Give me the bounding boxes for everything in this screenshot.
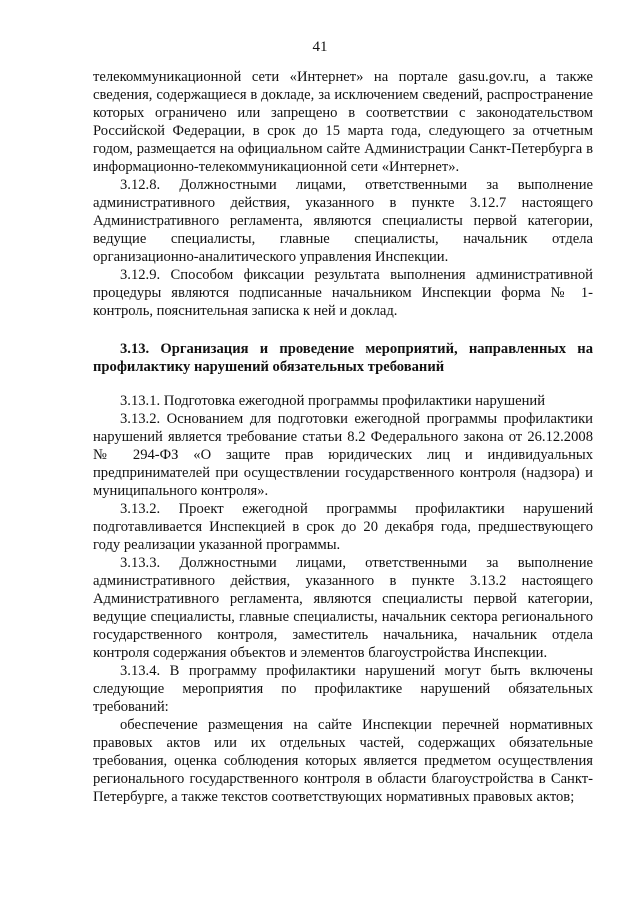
paragraph-list-item: обеспечение размещения на сайте Инспекции перечней нормативных правовых актов или их отдельных частей, содержащих обязательные требования, оценка соблюдения которых является предметом осуществления регионального государственного контроля в области благоустройства в Санкт-Петербурге, а также текстов соответствующих нормативных правовых актов; xyxy=(93,717,593,805)
paragraph-3-13-3: 3.13.3. Должностными лицами, ответственными за выполнение административного действия, указанного в пункте 3.13.2 настоящего Административного регламента, являются специалисты первой категории, ведущие специалисты, главные специалисты, начальник сектора регионального государственного контроля, заместитель начальника, начальник отдела контроля содержания объектов и элементов благоустройства Инспекции. xyxy=(93,555,593,661)
paragraph-3-13-1: 3.13.1. Подготовка ежегодной программы профилактики нарушений xyxy=(120,393,546,409)
paragraph-3-13-4: 3.13.4. В программу профилактики нарушений могут быть включены следующие мероприятия по профилактике нарушений обязательных требований: xyxy=(93,663,593,715)
paragraph-3-12-9: 3.12.9. Способом фиксации результата выполнения административной процедуры являются подписанные начальником Инспекции форма № 1-контроль, пояснительная записка к ней и доклад. xyxy=(93,267,593,319)
paragraph-3-13-2-project: 3.13.2. Проект ежегодной программы профилактики нарушений подготавливается Инспекцией в срок до 20 декабря года, предшествующего году реализации указанной программы. xyxy=(93,501,593,553)
page-number: 41 xyxy=(312,39,328,55)
paragraph-3-12-8: 3.12.8. Должностными лицами, ответственными за выполнение административного действия, указанного в пункте 3.12.7 настоящего Административного регламента, являются специалисты первой категории, ведущие специалисты, главные специалисты, начальник отдела организационно-аналитического управления Инспекции. xyxy=(93,177,593,265)
paragraph-3-13-2-basis: 3.13.2. Основанием для подготовки ежегодной программы профилактики нарушений является требование статьи 8.2 Федерального закона от 26.12.2008 № 294-ФЗ «О защите прав юридических лиц и индивидуальных предпринимателей при осуществлении государственного контроля (надзора) и муниципального контроля». xyxy=(93,411,593,499)
paragraph-continuation: телекоммуникационной сети «Интернет» на портале gasu.gov.ru, а также сведения, содержащиеся в докладе, за исключением сведений, распространение которых ограничено или запрещено в соответствии с законодательством Российской Федерации, в срок до 15 марта года, следующего за отчетным годом, размещается на официальном сайте Администрации Санкт-Петербурга в информационно-телекоммуникационной сети «Интернет». xyxy=(93,69,593,175)
document-body xyxy=(93,68,593,806)
section-heading-3-13: 3.13. Организация и проведение мероприятий, направленных на профилактику нарушений обязательных требований xyxy=(93,341,593,375)
